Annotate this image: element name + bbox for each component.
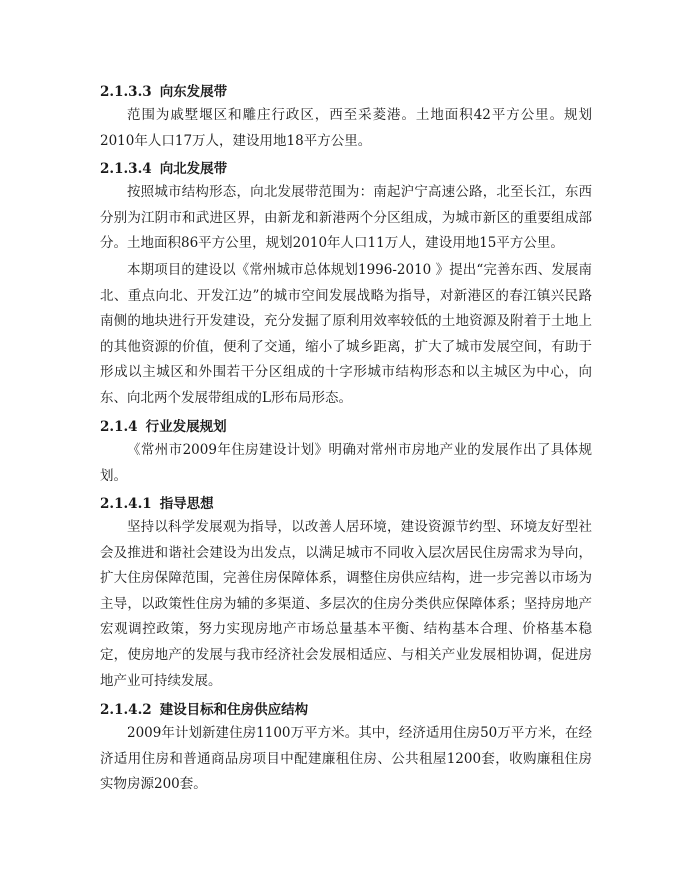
section-heading-2-1-3-3 — [100, 80, 227, 100]
section-heading-2-1-4-1 — [100, 492, 214, 512]
section-number: 2.1.4.1 — [100, 496, 152, 512]
section-title: 向北发展带 — [159, 161, 228, 177]
section-number: 2.1.3.4 — [100, 161, 152, 177]
paragraph-project-strategy: 本期项目的建设以《常州城市总体规划1996-2010 》提出“完善东西、发展南北、重点向北、开发江边”的城市空间发展战略为指导，对新港区的春江镇兴民路南侧的地块进行开发建设，充分发掘了原利用效率较低的土地资源及附着于土地上的其他资源的价值，便利了交通，缩小了城乡距离，扩大了城市发展空间，有助于形成以主城区和外围若干分区组成的十字形城市结构形态和以主城区为中心，向东、向北两个发展带组成的L形布局形态。 — [100, 262, 592, 406]
paragraph-east-belt: 范围为戚墅堰区和雕庄行政区，西至采菱港。土地面积42平方公里。规划2010年人口17万人，建设用地18平方公里。 — [100, 107, 592, 149]
section-number: 2.1.4 — [100, 419, 138, 435]
section-heading-2-1-4 — [100, 415, 227, 435]
paragraph-industry-plan: 《常州市2009年住房建设计划》明确对常州市房地产业的发展作出了具体规划。 — [100, 442, 592, 484]
paragraph-guiding-ideology: 坚持以科学发展观为指导，以改善人居环境，建设资源节约型、环境友好型社会及推进和谐社会建设为出发点，以满足城市不同收入层次居民住房需求为导向，扩大住房保障范围，完善住房保障体系，调整住房供应结构，进一步完善以市场为主导，以政策性住房为辅的多渠道、多层次的住房分类供应保障体系；坚持房地产宏观调控政策，努力实现房地产市场总量基本平衡、结构基本合理、价格基本稳定，使房地产的发展与我市经济社会发展相适应、与相关产业发展相协调，促进房地产业可持续发展。 — [100, 519, 592, 689]
section-number: 2.1.4.2 — [100, 702, 152, 718]
section-heading-2-1-4-2 — [100, 698, 308, 718]
section-title: 建设目标和住房供应结构 — [159, 702, 309, 718]
section-heading-2-1-3-4 — [100, 157, 227, 177]
paragraph-construction-targets: 2009年计划新建住房1100万平方米。其中，经济适用住房50万平方米，在经济适用住房和普通商品房项目中配建廉租住房、公共租屋1200套，收购廉租住房实物房源200套。 — [100, 725, 592, 793]
section-title: 指导思想 — [159, 496, 214, 512]
section-number: 2.1.3.3 — [100, 84, 152, 100]
section-title: 向东发展带 — [159, 84, 228, 100]
paragraph-north-belt: 按照城市结构形态，向北发展带范围为：南起沪宁高速公路，北至长江，东西分别为江阴市和武进区界，由新龙和新港两个分区组成，为城市新区的重要组成部分。土地面积86平方公里，规划2010年人口11万人，建设用地15平方公里。 — [100, 184, 592, 252]
section-title: 行业发展规划 — [145, 419, 227, 435]
